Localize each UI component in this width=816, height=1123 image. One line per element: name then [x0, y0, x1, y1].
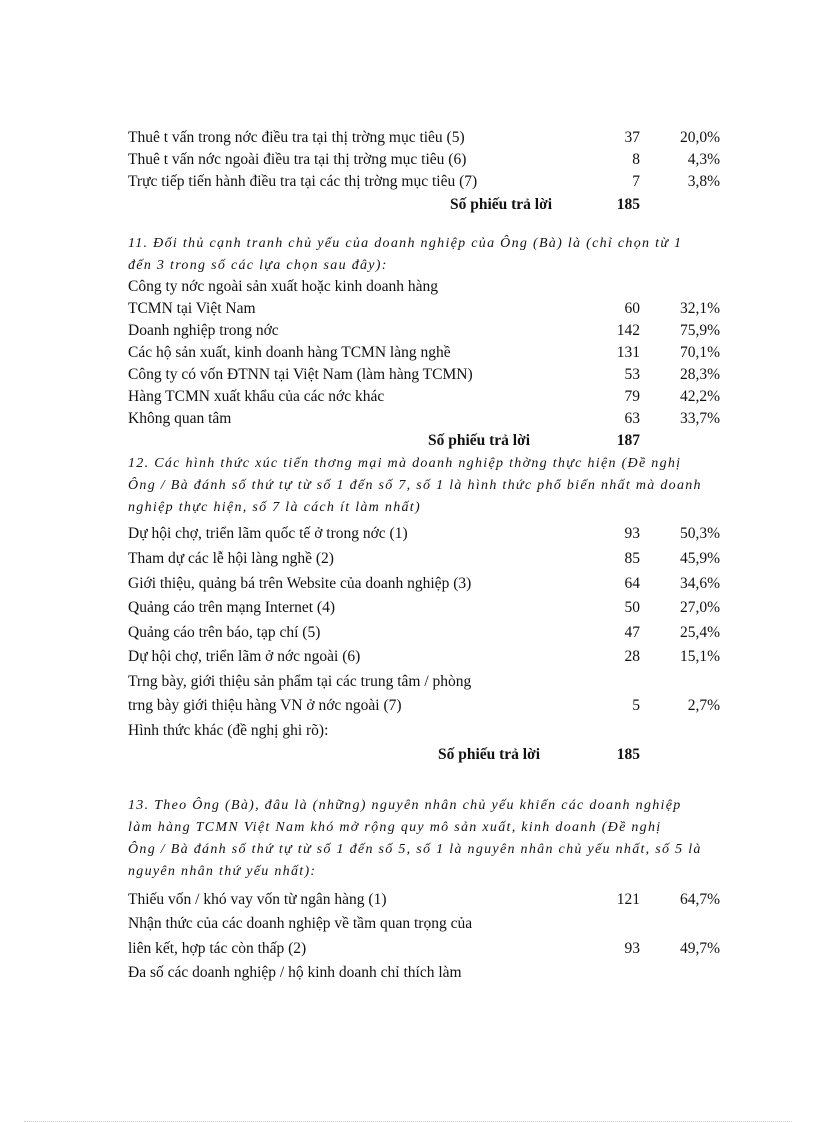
- row-count: 142: [616, 322, 640, 339]
- row-percent: 28,3%: [679, 366, 720, 383]
- question-line: 11. Đối thủ cạnh tranh chủ yếu của doanh nghiệp của Ông (Bà) là (chỉ chọn từ 1: [128, 236, 683, 251]
- row-label: Thuê t vấn trong nớc điều tra tại thị trờng mục tiêu (5): [128, 129, 465, 146]
- table-row: [128, 889, 728, 911]
- question-line: nguyên nhân thứ yếu nhất):: [128, 864, 317, 879]
- row-label: Trực tiếp tiến hành điều tra tại các thị trờng mục tiêu (7): [128, 173, 478, 190]
- row-percent: 49,7%: [679, 940, 720, 957]
- question-line: đến 3 trong số các lựa chọn sau đây):: [128, 258, 388, 273]
- document-page: Thuê t vấn trong nớc điều tra tại thị trờng mục tiêu (5) 37 20,0% Thuê t vấn nớc ngoài điều tra tại thị trờng mục tiêu (6) 8 4,3% Trực tiếp tiến hành điều tra tại các thị trờng mục tiêu (7) 7 3,8% Số phiếu trả lời 185 11. Đối thủ cạnh tranh chủ yếu của doanh nghiệp của Ông (Bà) là (chỉ chọn từ 1 đến 3 trong số các lựa chọn sau đây): Công ty nớc ngoài sản xuất hoặc kinh doanh hàng TCMN tại Việt Nam 60 32,1% Doanh nghiệp trong nớc 142 75,9% Các hộ sản xuất, kinh doanh hàng TCMN làng nghề 131 70,1% Công ty có vốn ĐTNN tại Việt Nam (làm hàng TCMN) 53 28,3% Hàng TCMN xuất khẩu của các nớc khác 79 42,2% Không quan tâm 63 33,7% Số phiếu trả lời 187 12. Các hình thức xúc tiến thơng mại mà doanh nghiệp thờng thực hiện (Đề nghị Ông / Bà đánh số thứ tự từ số 1 đến số 7, số 1 là hình thức phổ biến nhất mà doanh nghiệp thực hiện, số 7 là cách ít làm nhất) Dự hội chợ, triển lãm quốc tế ở trong nớc (1) 93 50,3% Tham dự các lễ hội làng nghề (2) 85 45,9% Giới thiệu, quảng bá trên Website của doanh nghiệp (3) 64 34,6% Quảng cáo trên mạng Internet (4) 50 27,0% Quảng cáo trên báo, tạp chí (5) 47 25,4% Dự hội chợ, triển lãm ở nớc ngoài (6) 28 15,1% Trng bày, giới thiệu sản phẩm tại các trung tâm / phòng trng bày giới thiệu hàng VN ở nớc ngoài (7) 5 2,7% Hình thức khác (đề nghị ghi rõ): Số phiếu trả lời 185 13. Theo Ông (Bà), đâu là (những) nguyên nhân chủ yếu khiến các doanh nghiệp làm hàng TCMN Việt Nam khó mở rộng quy mô sản xuất, kinh doanh (Đề nghị Ông / Bà đánh số thứ tự từ số 1 đến số 5, số 1 là nguyên nhân chủ yếu nhất, số 5 là nguyên nhân thứ yếu nhất): Thiếu vốn / khó vay vốn từ ngân hàng (1) 121 64,7% Nhận thức của các doanh nghiệp về tầm quan trọng của liên kết, hợp tác còn thấp (2) 93 49,7% Đa số các doanh nghiệp / hộ kinh doanh chỉ thích làm: [0, 0, 816, 1123]
- table-row: [128, 320, 728, 342]
- row-count: 47: [624, 624, 640, 641]
- row-percent: 15,1%: [679, 648, 720, 665]
- table-row: [128, 364, 728, 386]
- total-value: 185: [616, 196, 640, 213]
- row-label: Giới thiệu, quảng bá trên Website của doanh nghiệp (3): [128, 575, 472, 592]
- table-row: [128, 149, 728, 171]
- question-line: nghiệp thực hiện, số 7 là cách ít làm nhất): [128, 500, 421, 515]
- table-row: [128, 597, 728, 619]
- table-row: [128, 646, 728, 668]
- row-count: 53: [624, 366, 640, 383]
- row-label: Các hộ sản xuất, kinh doanh hàng TCMN làng nghề: [128, 344, 451, 361]
- table-row: [128, 622, 728, 644]
- table-row: [128, 171, 728, 193]
- row-count: 93: [624, 525, 640, 542]
- question-13: [128, 795, 723, 883]
- row-percent: 25,4%: [679, 624, 720, 641]
- question-12: [128, 453, 723, 519]
- row-percent: 27,0%: [679, 599, 720, 616]
- row-count: 93: [624, 940, 640, 957]
- row-label: Quảng cáo trên mạng Internet (4): [128, 599, 336, 616]
- row-count: 121: [616, 891, 640, 908]
- question-line: Ông / Bà đánh số thứ tự từ số 1 đến số 5, số 1 là nguyên nhân chủ yếu nhất, số 5 là: [128, 842, 702, 857]
- question-line: 13. Theo Ông (Bà), đâu là (những) nguyên nhân chủ yếu khiến các doanh nghiệp: [128, 798, 682, 813]
- row-count: 131: [616, 344, 640, 361]
- row-label: Hàng TCMN xuất khẩu của các nớc khác: [128, 388, 385, 405]
- row-count: 7: [632, 173, 640, 190]
- row-count: 85: [624, 550, 640, 567]
- row-percent: 20,0%: [679, 129, 720, 146]
- row-label: trng bày giới thiệu hàng VN ở nớc ngoài (7): [128, 697, 402, 714]
- question-line: làm hàng TCMN Việt Nam khó mở rộng quy mô sản xuất, kinh doanh (Đề nghị: [128, 820, 662, 835]
- row-percent: 75,9%: [679, 322, 720, 339]
- row-count: 60: [624, 300, 640, 317]
- table-row: [128, 573, 728, 595]
- question-11: [128, 233, 723, 277]
- row-label: liên kết, hợp tác còn thấp (2): [128, 940, 307, 957]
- row-label: Dự hội chợ, triển lãm ở nớc ngoài (6): [128, 648, 361, 665]
- row-percent: 32,1%: [679, 300, 720, 317]
- row-count: 5: [632, 697, 640, 714]
- table-row: [128, 298, 728, 320]
- row-label: Thuê t vấn nớc ngoài điều tra tại thị trờng mục tiêu (6): [128, 151, 467, 168]
- row-count: 37: [624, 129, 640, 146]
- table-row: [128, 523, 728, 545]
- table-row: [128, 938, 728, 960]
- row-label: Trng bày, giới thiệu sản phẩm tại các trung tâm / phòng: [128, 673, 472, 690]
- row-label: Hình thức khác (đề nghị ghi rõ):: [128, 722, 329, 739]
- row-count: 63: [624, 410, 640, 427]
- table-row: [128, 342, 728, 364]
- row-count: 79: [624, 388, 640, 405]
- row-label: Công ty có vốn ĐTNN tại Việt Nam (làm hàng TCMN): [128, 366, 473, 383]
- row-label: Thiếu vốn / khó vay vốn từ ngân hàng (1): [128, 891, 387, 908]
- row-label: Tham dự các lễ hội làng nghề (2): [128, 550, 334, 567]
- row-percent: 45,9%: [679, 550, 720, 567]
- row-percent: 2,7%: [687, 697, 720, 714]
- row-count: 28: [624, 648, 640, 665]
- list-item: [128, 720, 728, 742]
- row-percent: 70,1%: [679, 344, 720, 361]
- list-item: [128, 962, 728, 984]
- row-label: Dự hội chợ, triển lãm quốc tế ở trong nớc (1): [128, 525, 408, 542]
- row-percent: 50,3%: [679, 525, 720, 542]
- row-percent: 64,7%: [679, 891, 720, 908]
- list-item: [128, 671, 728, 693]
- row-label: Doanh nghiệp trong nớc: [128, 322, 279, 339]
- table-row: [128, 386, 728, 408]
- table-row: [128, 548, 728, 570]
- total-value: 187: [616, 432, 640, 449]
- row-count: 64: [624, 575, 640, 592]
- total-value: 185: [616, 746, 640, 763]
- row-label: TCMN tại Việt Nam: [128, 300, 256, 317]
- row-count: 50: [624, 599, 640, 616]
- page-bottom-divider: [24, 1121, 792, 1122]
- table-row: [128, 408, 728, 430]
- row-label: Nhận thức của các doanh nghiệp về tầm quan trọng của: [128, 915, 473, 932]
- row-label: Công ty nớc ngoài sản xuất hoặc kinh doanh hàng: [128, 278, 438, 295]
- list-item: [128, 913, 728, 935]
- row-label: Quảng cáo trên báo, tạp chí (5): [128, 624, 321, 641]
- row-percent: 4,3%: [687, 151, 720, 168]
- table-row: [128, 695, 728, 717]
- question-line: Ông / Bà đánh số thứ tự từ số 1 đến số 7, số 1 là hình thức phổ biến nhất mà doanh: [128, 478, 702, 493]
- question-line: 12. Các hình thức xúc tiến thơng mại mà doanh nghiệp thờng thực hiện (Đề nghị: [128, 456, 682, 471]
- row-label: Không quan tâm: [128, 410, 232, 427]
- row-percent: 33,7%: [679, 410, 720, 427]
- row-percent: 34,6%: [679, 575, 720, 592]
- list-item: [128, 276, 728, 298]
- row-percent: 42,2%: [679, 388, 720, 405]
- row-count: 8: [632, 151, 640, 168]
- row-percent: 3,8%: [687, 173, 720, 190]
- table-row: [128, 127, 728, 149]
- row-label: Đa số các doanh nghiệp / hộ kinh doanh chỉ thích làm: [128, 964, 462, 981]
